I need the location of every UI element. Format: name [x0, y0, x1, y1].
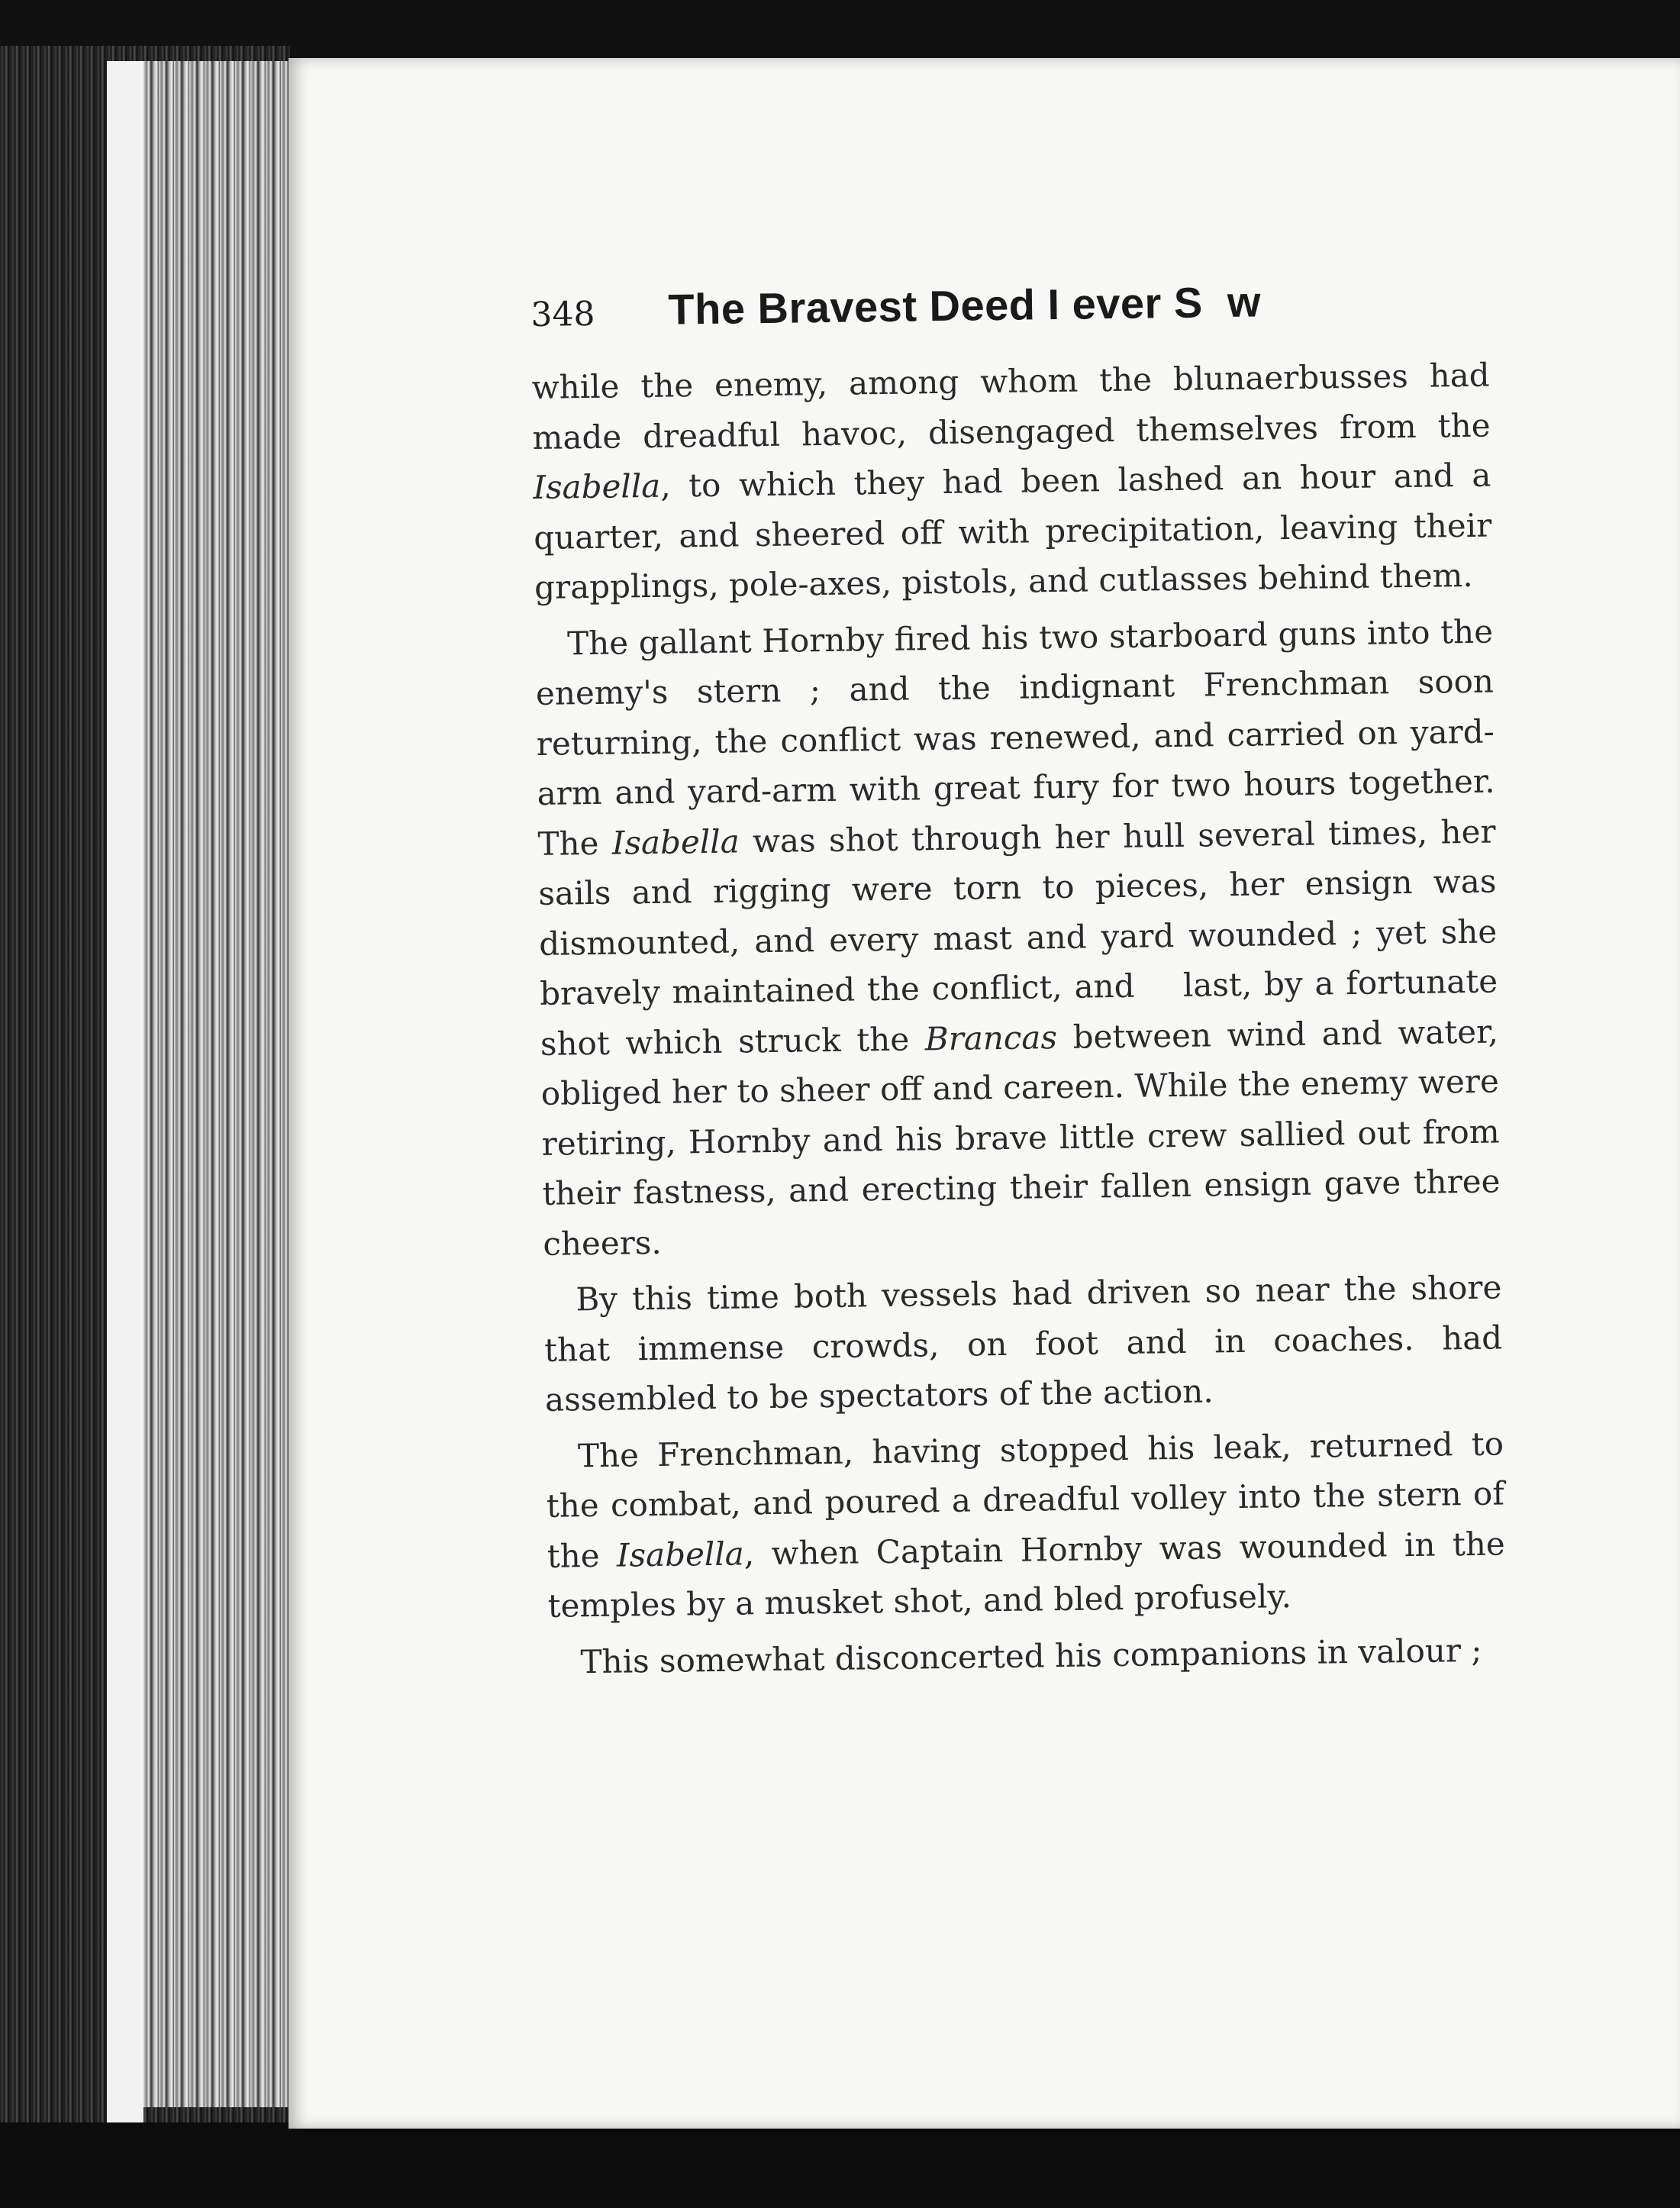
paragraph-2 — [535, 606, 1501, 1269]
paragraph-1 — [531, 350, 1492, 613]
text-run: The gallant Hornby fired his two starboard guns into the enemy's stern ; and the indignant Frenchman soon returning, the conflict was renewed, and carried on yard-arm and yard-arm with great fury for two hours together. The — [535, 612, 1495, 863]
text-run: This somewhat disconcerted his companions in valour ; — [580, 1631, 1482, 1680]
text-run: , to which they had been lashed an hour and a quarter, and sheered off with precipitation, leaving their grapplings, pole-axes, pistols, and cutlasses behind them. — [533, 456, 1492, 606]
text-run: , when Captain Hornby was wounded in the temples by a musket shot, and bled profusely. — [547, 1524, 1505, 1625]
ship-name-italic: Isabella — [533, 466, 661, 506]
running-title: The Bravest Deed I ever S w — [667, 277, 1262, 334]
page-leaves — [143, 61, 289, 2107]
text-run: while the enemy, among whom the blunaerbusses had made dreadful havoc, disengaged themselves from the — [531, 356, 1491, 457]
ship-name-italic: Isabella — [611, 822, 740, 862]
ship-name-italic: Brancas — [924, 1018, 1058, 1057]
text-run: By this time both vessels had driven so near the shore that immense crowds, on foot and in coaches. had assembled to be spectators of the action. — [543, 1268, 1503, 1419]
paragraph-3 — [543, 1262, 1503, 1425]
scan-bottom-border — [0, 2122, 1680, 2208]
page-header — [530, 274, 1489, 363]
page-text-block — [530, 274, 1507, 1687]
text-run: between wind and water, obliged her to sheer off and careen. While the enemy were retiring, Hornby and his brave little crew sallied out from their fastness, and erecting their fallen ensign gave three cheers. — [540, 1012, 1501, 1263]
page-number: 348 — [530, 294, 595, 334]
text-run: The Frenchman, having stopped his leak, returned to the combat, and poured a dreadful volley into the stern of the — [546, 1424, 1505, 1575]
ship-name-italic: Isabella — [616, 1534, 745, 1574]
text-run: was shot through her hull several times, her sails and rigging were torn to pieces, her ensign was dismounted, and every mast and yard wounded ; yet she bravely maintained the conflict, and last, by a fortunate shot which struck the — [538, 812, 1498, 1063]
page-edge-highlight — [107, 61, 143, 2122]
paragraph-4 — [546, 1419, 1506, 1631]
